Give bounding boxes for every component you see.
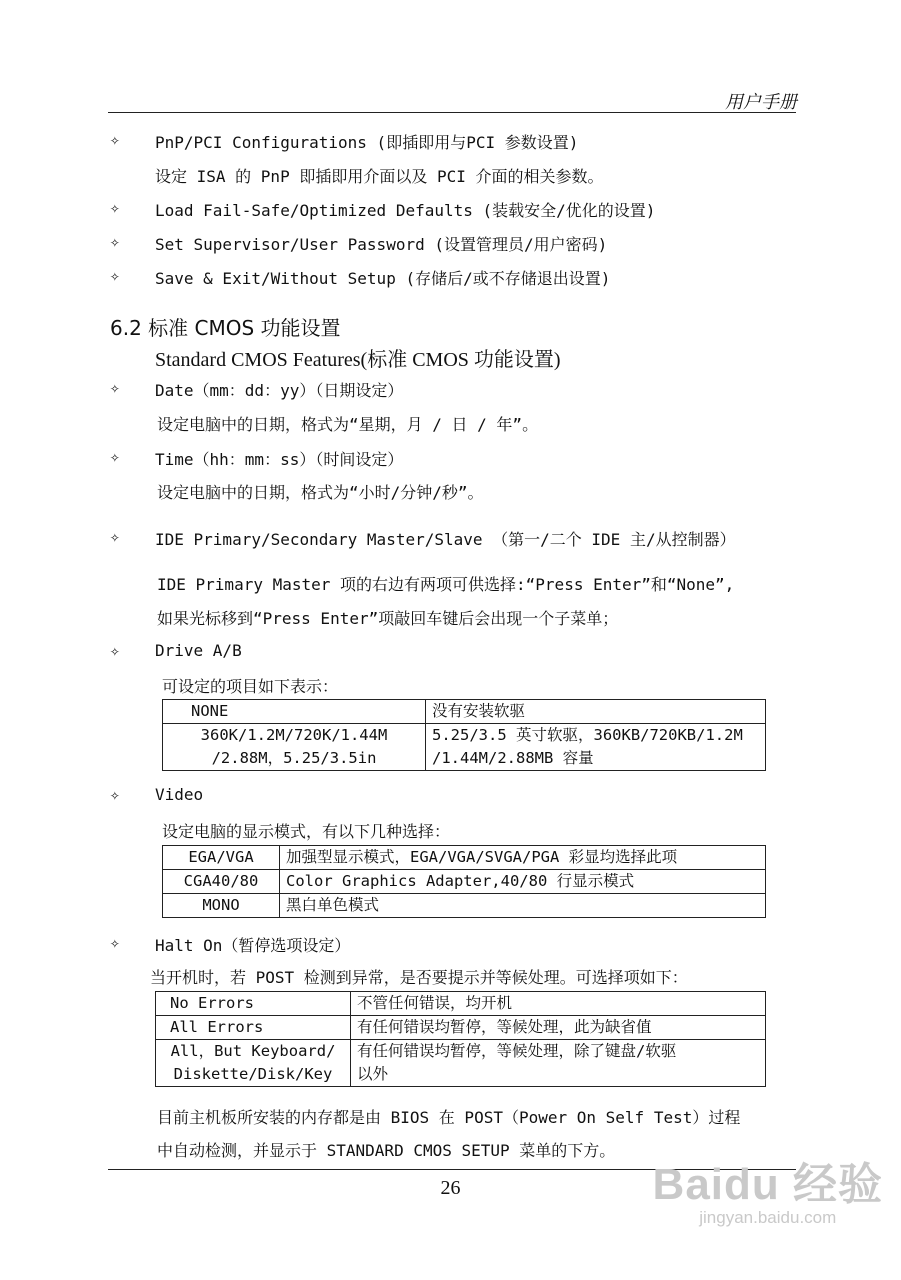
table-row bbox=[163, 894, 766, 918]
memory-note-line-2: 中自动检测，并显示于 STANDARD CMOS SETUP 菜单的下方。 bbox=[157, 1141, 616, 1160]
video-intro: 设定电脑的显示模式，有以下几种选择： bbox=[162, 822, 451, 841]
ide-desc-1: IDE Primary Master 项的右边有两项可供选择:“Press Enter”和“None”, bbox=[157, 575, 735, 594]
video-options-table bbox=[162, 845, 766, 918]
table-row bbox=[163, 870, 766, 894]
drive-opt-cell bbox=[163, 724, 426, 771]
bullet-icon: ✧ bbox=[110, 198, 120, 217]
drive-options-table bbox=[162, 699, 766, 771]
video-desc-cell: 黑白单色模式 bbox=[280, 894, 766, 918]
section-heading: 6.2 标准 CMOS 功能设置 bbox=[110, 316, 341, 340]
bullet-icon: ✧ bbox=[110, 447, 120, 466]
table-row bbox=[156, 992, 766, 1016]
drive-desc-cell: 没有安装软驱 bbox=[426, 700, 766, 724]
item-save-exit-title: Save & Exit/Without Setup (存储后/或不存储退出设置) bbox=[155, 269, 611, 288]
drive-opt-line: 360K/1.2M/720K/1.44M bbox=[200, 726, 388, 744]
section-subheading: Standard CMOS Features(标准 CMOS 功能设置) bbox=[155, 349, 561, 371]
item-pnp-desc: 设定 ISA 的 PnP 即插即用介面以及 PCI 介面的相关参数。 bbox=[155, 167, 604, 186]
header-rule bbox=[108, 112, 796, 113]
time-title: Time（hh：mm：ss）（时间设定） bbox=[155, 450, 404, 469]
bullet-icon: ✧ bbox=[110, 266, 120, 285]
halt-desc-line: 以外 bbox=[357, 1065, 389, 1083]
video-opt-cell: MONO bbox=[163, 894, 280, 918]
halt-opt-cell: All Errors bbox=[156, 1016, 351, 1040]
halt-opt-cell bbox=[156, 1040, 351, 1087]
item-defaults-title: Load Fail-Safe/Optimized Defaults (装载安全/优化的设置) bbox=[155, 201, 656, 220]
ide-title: IDE Primary/Secondary Master/Slave （第一/二个 IDE 主/从控制器） bbox=[155, 530, 736, 549]
bullet-icon: ✧ bbox=[110, 933, 120, 952]
table-row bbox=[163, 700, 766, 724]
halt-intro: 当开机时，若 POST 检测到异常，是否要提示并等候处理。可选择项如下： bbox=[150, 968, 688, 987]
table-row bbox=[156, 1040, 766, 1087]
video-title: Video bbox=[155, 785, 204, 804]
header-title: 用户手册 bbox=[725, 92, 797, 112]
halt-desc-cell: 有任何错误均暂停，等候处理，此为缺省值 bbox=[351, 1016, 766, 1040]
item-password-title: Set Supervisor/User Password (设置管理员/用户密码) bbox=[155, 235, 608, 254]
ide-desc-2: 如果光标移到“Press Enter”项敲回车键后会出现一个子菜单； bbox=[157, 609, 619, 628]
video-opt-cell: EGA/VGA bbox=[163, 846, 280, 870]
video-desc-cell: 加强型显示模式，EGA/VGA/SVGA/PGA 彩显均选择此项 bbox=[280, 846, 766, 870]
page-number: 26 bbox=[440, 1177, 461, 1199]
watermark bbox=[653, 1148, 883, 1228]
memory-note-line-1: 目前主机板所安装的内存都是由 BIOS 在 POST（Power On Self Test）过程 bbox=[157, 1108, 741, 1127]
item-pnp-title: PnP/PCI Configurations (即插即用与PCI 参数设置) bbox=[155, 133, 579, 152]
drive-opt-line: /2.88M，5.25/3.5in bbox=[211, 749, 377, 767]
table-row bbox=[156, 1016, 766, 1040]
bullet-icon: ✧ bbox=[110, 527, 120, 546]
date-title: Date（mm：dd：yy）（日期设定） bbox=[155, 381, 404, 400]
bullet-icon: ✧ bbox=[110, 232, 120, 251]
bullet-icon: ✧ bbox=[110, 130, 120, 149]
time-desc: 设定电脑中的日期，格式为“小时/分钟/秒”。 bbox=[157, 483, 484, 502]
halt-options-table bbox=[155, 991, 766, 1087]
drive-desc-line: /1.44M/2.88MB 容量 bbox=[432, 749, 594, 767]
halt-opt-cell: No Errors bbox=[156, 992, 351, 1016]
drive-opt-cell: NONE bbox=[163, 700, 426, 724]
halt-opt-line: Diskette/Disk/Key bbox=[173, 1065, 333, 1083]
table-row bbox=[163, 724, 766, 771]
drive-intro: 可设定的项目如下表示： bbox=[162, 677, 339, 696]
halt-desc-cell bbox=[351, 1040, 766, 1087]
halt-opt-line: All，But Keyboard/ bbox=[170, 1042, 336, 1060]
baidu-logo: Baidu 经验 bbox=[652, 1160, 883, 1209]
video-desc-cell: Color Graphics Adapter,40/80 行显示模式 bbox=[280, 870, 766, 894]
table-row bbox=[163, 846, 766, 870]
bullet-icon: ✧ bbox=[110, 378, 120, 397]
halt-desc-line: 有任何错误均暂停，等候处理，除了键盘/软驱 bbox=[357, 1042, 677, 1060]
drive-desc-line: 5.25/3.5 英寸软驱，360KB/720KB/1.2M bbox=[432, 726, 743, 744]
bullet-icon: ✧ bbox=[110, 785, 120, 804]
video-opt-cell: CGA40/80 bbox=[163, 870, 280, 894]
halt-desc-cell: 不管任何错误，均开机 bbox=[351, 992, 766, 1016]
drive-title: Drive A/B bbox=[155, 641, 242, 660]
drive-desc-cell bbox=[426, 724, 766, 771]
watermark-url: jingyan.baidu.com bbox=[699, 1208, 837, 1227]
halt-title: Halt On（暂停选项设定） bbox=[155, 936, 351, 955]
bullet-icon: ✧ bbox=[110, 641, 120, 660]
date-desc: 设定电脑中的日期，格式为“星期，月 / 日 / 年”。 bbox=[157, 415, 539, 434]
